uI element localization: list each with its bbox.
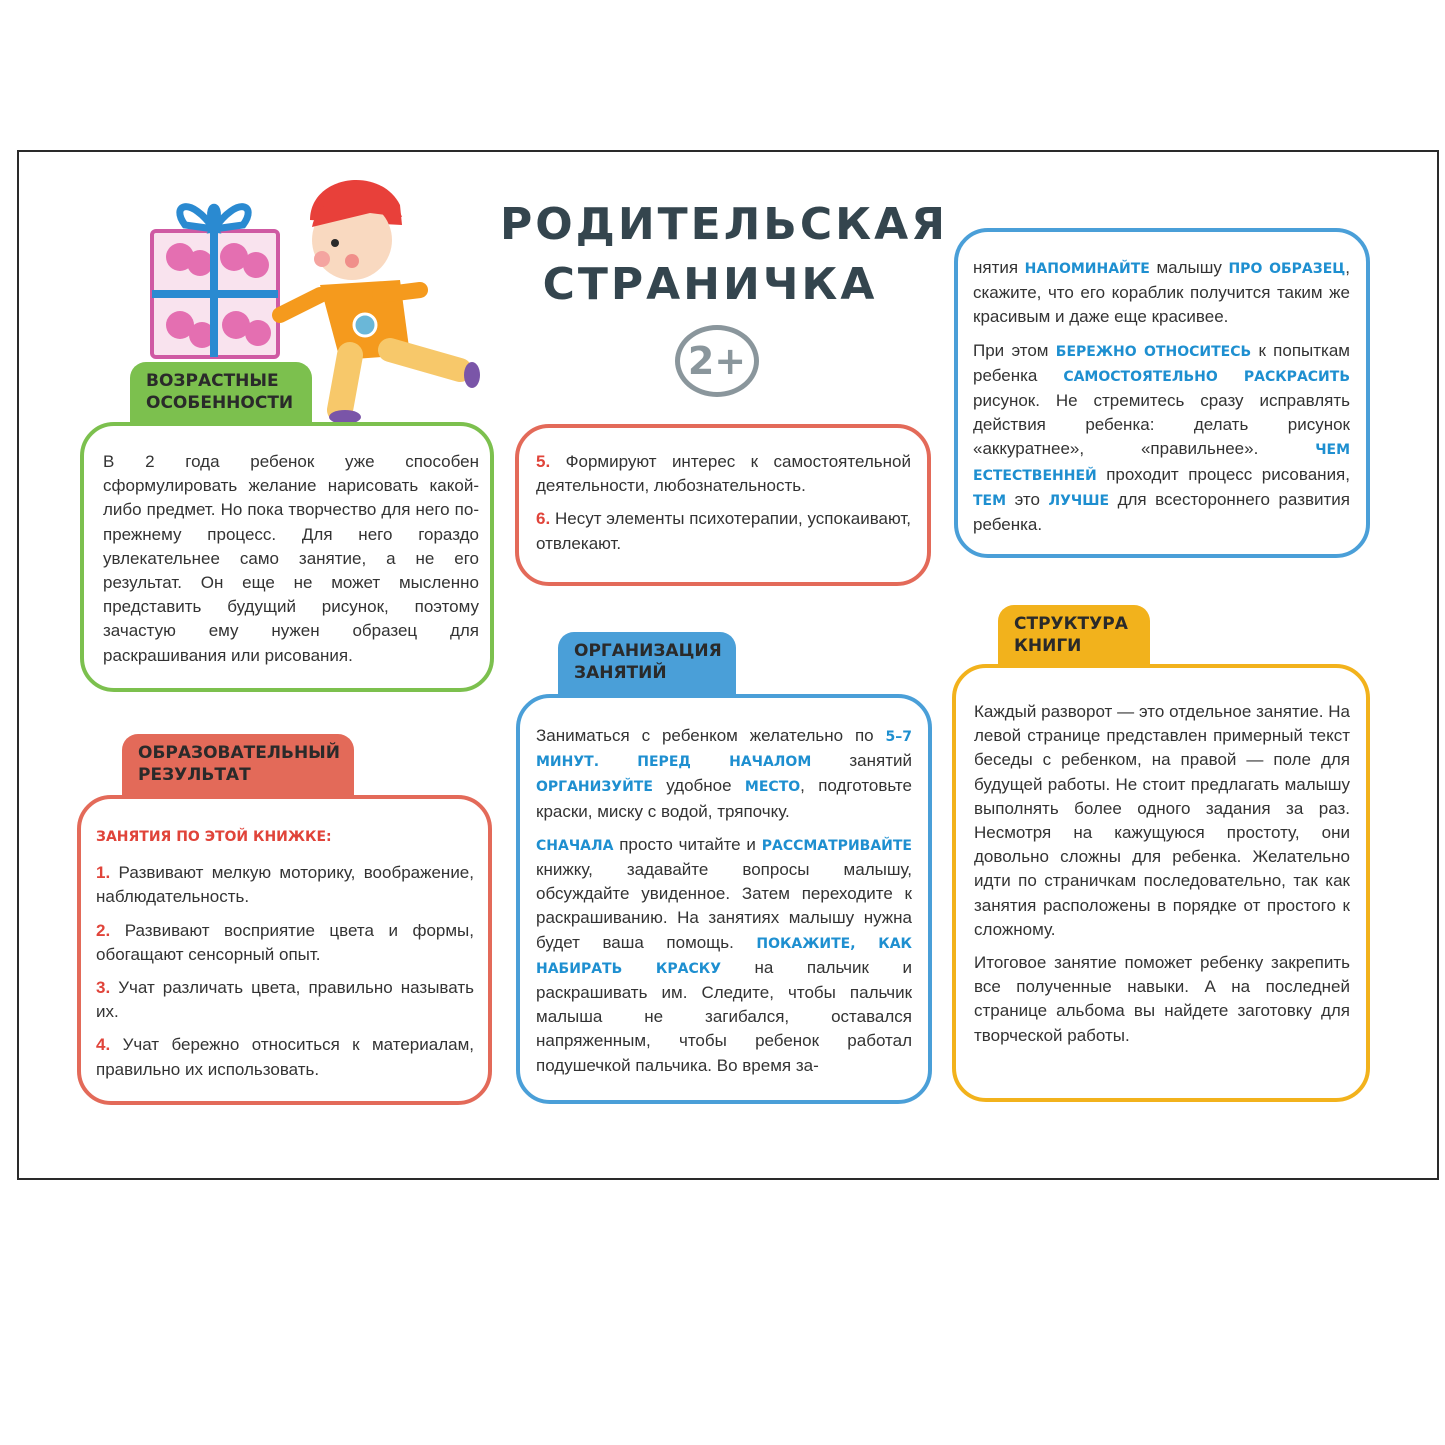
item-text: Учат различать цвета, правильно называть их. [96, 978, 474, 1022]
highlight: МЕСТО [744, 779, 801, 796]
educational-item-3 [96, 976, 474, 1024]
item-number: 4. [96, 1035, 111, 1055]
age-features-label-line-2: ОСОБЕННОСТИ [146, 393, 294, 413]
educational-subtitle: ЗАНЯТИЯ ПО ЭТОЙ КНИЖКЕ: [96, 829, 332, 845]
text-run: книжку, задавайте вопросы малышу, обсуждайте увиденное. Затем переходите к раскрашиванию. На занятиях малышу нужна будет ваша помощь. [536, 860, 912, 952]
structure-paragraph-1: Каждый разворот — это отдельное занятие. На левой странице представлен примерный текст беседы с ребенком, на правой — поле для будущей работы. Не стоит предлагать малышу выполнять более одного задания за раз. Несмотря на кажущуюся простоту, они довольно сложны для ребенка. Желательно идти по страничкам последовательно, так как занятия расположены в порядке от простого к сложному. [974, 702, 1350, 939]
structure-paragraph-2: Итоговое занятие поможет ребенку закрепить все полученные навыки. А на последней странице альбома вы найдете заготовку для творческой работы. [974, 953, 1350, 1045]
age-features-label [130, 362, 312, 424]
text-run: малышу [1149, 258, 1229, 277]
text-run: к попыткам ребенка [973, 340, 1350, 385]
highlight: ТЕМ [973, 492, 1007, 509]
organization-text [536, 724, 912, 1087]
highlight: ЧЕМ ЕСТЕСТВЕННЕЙ [973, 442, 1350, 484]
text-run: проходит процесс рисования, [1096, 464, 1350, 484]
text-run: просто читайте и [613, 834, 762, 854]
highlight: 5–7 МИНУТ. ПЕРЕД НАЧАЛОМ [536, 729, 912, 771]
educational-list-right [536, 450, 911, 565]
age-badge: 2+ [675, 325, 759, 397]
structure-text [974, 700, 1350, 1057]
title-line-2: СТРАНИЧКА [542, 259, 878, 310]
structure-label-line-2: КНИГИ [1014, 636, 1082, 656]
item-number: 6. [536, 509, 551, 529]
text-run: на пальчик и раскрашивать им. Следите, чтобы пальчик малыша не загибался, оставался напряженным, чтобы ребенок работал подушечкой пальчика. Во время за- [536, 957, 912, 1075]
item-number: 5. [536, 452, 551, 471]
text-run: , скажите, что его кораблик получится таким же красивым и даже еще красивее. [973, 258, 1350, 327]
item-text: Формируют интерес к самостоятельной деятельности, любознательность. [536, 452, 911, 496]
item-number: 1. [96, 863, 111, 883]
text-run: рисунок. Не стремитесь сразу исправлять действия ребенка: делать рисунок «аккуратнее», «правильнее». [973, 391, 1350, 459]
item-text: Несут элементы психотерапии, успокаивают, отвлекают. [536, 509, 911, 553]
text-run: это [1006, 489, 1049, 509]
organization-label-line-2: ЗАНЯТИЙ [574, 663, 667, 683]
age-features-paragraph: В 2 года ребенок уже способен сформулировать желание нарисовать какой-либо предмет. Но пока творчество для него по-прежнему процесс. Для него гораздо увлекательнее само занятие, а не его результат. Он еще не может мысленно представить будущий рисунок, поэтому зачастую ему нужен образец для раскрашивания или рисования. [103, 452, 479, 665]
educational-label-line-2: РЕЗУЛЬТАТ [138, 765, 251, 785]
text-run: нятия [973, 258, 1025, 277]
organization-paragraph-1 [536, 724, 912, 824]
educational-label [122, 734, 354, 796]
structure-label [998, 605, 1150, 669]
item-number: 2. [96, 920, 111, 940]
organization-continued-text [973, 256, 1350, 546]
highlight: ОРГАНИЗУЙТЕ [536, 779, 653, 796]
educational-item-5 [536, 450, 911, 498]
educational-list-left [96, 825, 474, 1091]
educational-item-2 [96, 919, 474, 967]
highlight: ЛУЧШЕ [1048, 492, 1110, 509]
organization-label-line-1: ОРГАНИЗАЦИЯ [574, 641, 722, 661]
educational-item-6 [536, 507, 911, 555]
organization-continued-paragraph [973, 256, 1350, 330]
highlight: ПОКАЖИТЕ, КАК НАБИРАТЬ КРАСКУ [536, 935, 913, 977]
structure-label-line-1: СТРУКТУРА [1014, 614, 1128, 634]
text-run: Заниматься с ребенком желательно по [536, 726, 886, 745]
text-run: для всестороннего развития ребенка. [973, 489, 1350, 535]
organization-paragraph-3 [973, 339, 1350, 538]
highlight: БЕРЕЖНО ОТНОСИТЕСЬ [1055, 343, 1252, 360]
item-number: 3. [96, 978, 111, 998]
organization-paragraph-2 [536, 833, 912, 1078]
text-run: , подготовьте краски, миску с водой, тряпочку. [536, 776, 912, 821]
item-text: Учат бережно относиться к материалам, правильно их использовать. [96, 1035, 474, 1079]
highlight: САМОСТОЯТЕЛЬНО РАСКРАСИТЬ [1063, 368, 1350, 385]
text-run: удобное [652, 776, 745, 796]
item-text: Развивают мелкую моторику, воображение, наблюдательность. [96, 863, 474, 907]
highlight: НАПОМИНАЙТЕ [1024, 261, 1150, 277]
organization-label [558, 632, 736, 696]
page-title [500, 195, 949, 315]
item-text: Развивают восприятие цвета и формы, обогащают сенсорный опыт. [96, 920, 474, 964]
highlight: РАССМАТРИВАЙТЕ [761, 837, 912, 854]
text-run: занятий [811, 751, 912, 771]
age-features-text [103, 450, 479, 677]
age-features-label-line-1: ВОЗРАСТНЫЕ [146, 371, 279, 391]
highlight: ПРО ОБРАЗЕЦ [1228, 261, 1346, 277]
educational-item-1 [96, 861, 474, 909]
educational-item-4 [96, 1033, 474, 1081]
educational-label-line-1: ОБРАЗОВАТЕЛЬНЫЙ [138, 743, 341, 763]
text-run: При этом [973, 340, 1056, 360]
title-line-1: РОДИТЕЛЬСКАЯ [500, 199, 949, 250]
highlight: СНАЧАЛА [536, 837, 614, 854]
